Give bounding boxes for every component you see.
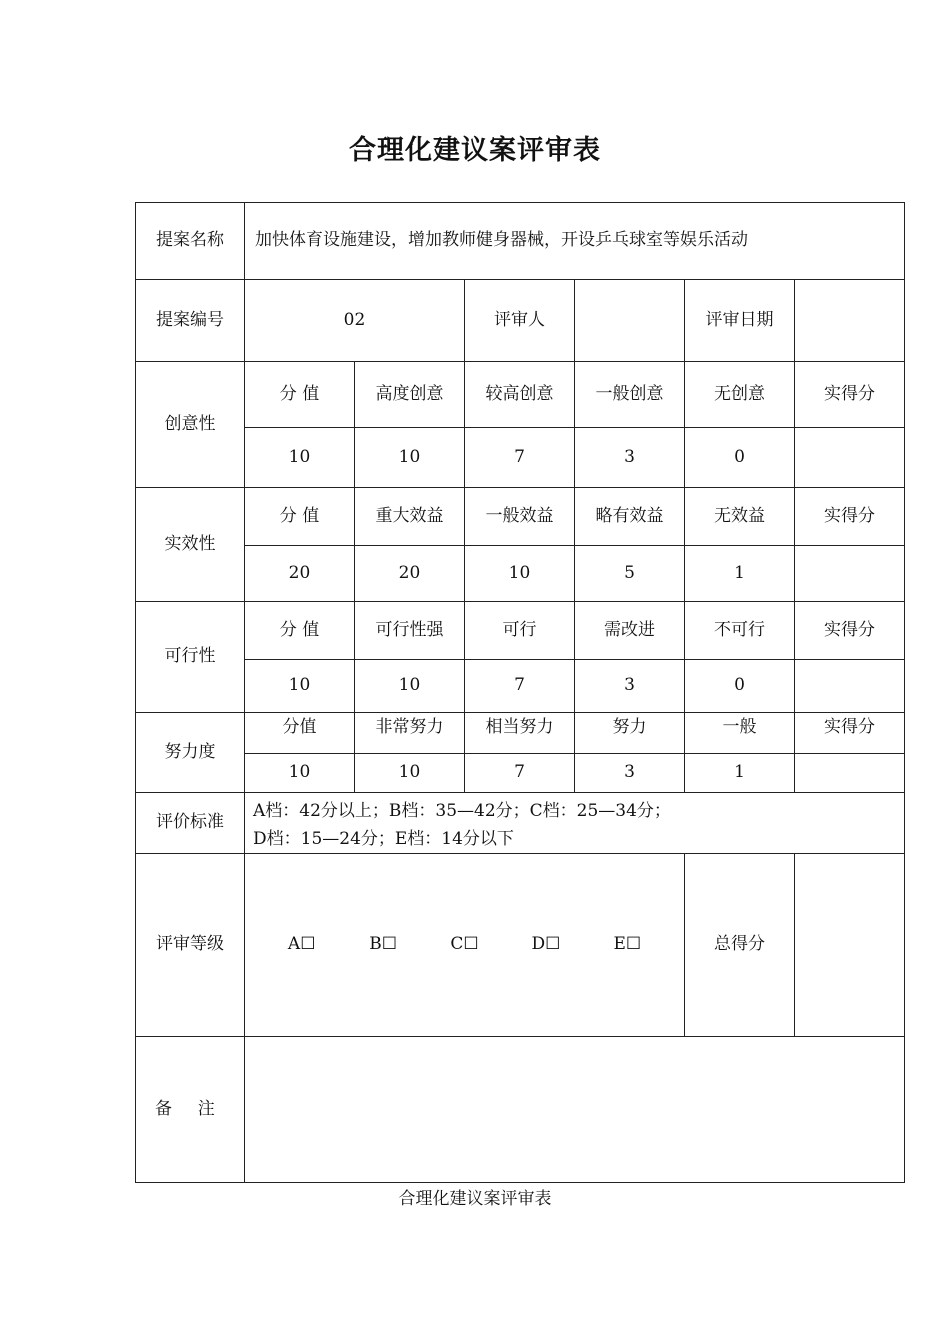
remarks-row <box>136 1037 905 1183</box>
level-value: 7 <box>465 754 575 793</box>
actual-score-field[interactable] <box>795 428 905 488</box>
creativity-header-row <box>136 362 905 428</box>
level-header: 可行性强 <box>355 602 465 660</box>
proposal-number-value[interactable]: 02 <box>245 280 465 362</box>
grade-a-checkbox[interactable]: A☐ <box>287 934 316 955</box>
review-date-field[interactable] <box>795 280 905 362</box>
actual-score-header: 实得分 <box>795 602 905 660</box>
level-header: 相当努力 <box>465 713 575 754</box>
score-header: 分 值 <box>245 362 355 428</box>
standard-row <box>136 793 905 854</box>
level-value: 7 <box>465 428 575 488</box>
page-title: 合理化建议案评审表 <box>349 135 601 166</box>
remarks-label: 备 注 <box>136 1037 245 1183</box>
actual-score-header: 实得分 <box>795 362 905 428</box>
total-score-field[interactable] <box>795 854 905 1037</box>
level-header: 略有效益 <box>575 488 685 546</box>
grade-checkbox-group <box>245 934 684 955</box>
score-value: 20 <box>245 546 355 602</box>
actual-score-header: 实得分 <box>795 713 905 754</box>
level-header: 不可行 <box>685 602 795 660</box>
standard-label: 评价标准 <box>136 793 245 854</box>
effectiveness-label: 实效性 <box>136 488 245 602</box>
level-header: 努力 <box>575 713 685 754</box>
grade-b-checkbox[interactable]: B☐ <box>369 934 397 955</box>
level-header: 高度创意 <box>355 362 465 428</box>
effectiveness-header-row <box>136 488 905 546</box>
proposal-name-row <box>136 203 905 280</box>
effectiveness-values-row <box>136 546 905 602</box>
grade-options <box>245 854 685 1037</box>
level-header: 一般 <box>685 713 795 754</box>
creativity-values-row <box>136 428 905 488</box>
level-header: 可行 <box>465 602 575 660</box>
standard-line-1: A档：42分以上；B档：35—42分；C档：25—34分； <box>253 801 671 821</box>
level-value: 0 <box>685 660 795 713</box>
score-value: 10 <box>245 660 355 713</box>
level-header: 一般效益 <box>465 488 575 546</box>
score-header: 分 值 <box>245 488 355 546</box>
reviewer-field[interactable] <box>575 280 685 362</box>
standard-cell <box>245 793 905 854</box>
proposal-name-label: 提案名称 <box>136 203 245 280</box>
level-header: 无创意 <box>685 362 795 428</box>
grade-row <box>136 854 905 1037</box>
level-value: 10 <box>355 660 465 713</box>
effort-header-row <box>136 713 905 754</box>
level-value: 1 <box>685 546 795 602</box>
grade-label: 评审等级 <box>136 854 245 1037</box>
level-value: 10 <box>355 754 465 793</box>
level-value: 5 <box>575 546 685 602</box>
score-value: 10 <box>245 754 355 793</box>
level-value: 1 <box>685 754 795 793</box>
level-header: 非常努力 <box>355 713 465 754</box>
level-header: 一般创意 <box>575 362 685 428</box>
level-header: 重大效益 <box>355 488 465 546</box>
grade-d-checkbox[interactable]: D☐ <box>531 934 561 955</box>
level-value: 20 <box>355 546 465 602</box>
level-value: 3 <box>575 660 685 713</box>
proposal-name-value[interactable]: 加快体育设施建设，增加教师健身器械，开设乒乓球室等娱乐活动 <box>245 203 905 280</box>
score-header: 分 值 <box>245 602 355 660</box>
remarks-field[interactable] <box>245 1037 905 1183</box>
standard-line-2: D档：15—24分；E档：14分以下 <box>253 829 514 849</box>
level-value: 10 <box>465 546 575 602</box>
feasibility-label: 可行性 <box>136 602 245 713</box>
level-header: 需改进 <box>575 602 685 660</box>
actual-score-field[interactable] <box>795 546 905 602</box>
score-value: 10 <box>245 428 355 488</box>
feasibility-values-row <box>136 660 905 713</box>
level-header: 较高创意 <box>465 362 575 428</box>
actual-score-field[interactable] <box>795 660 905 713</box>
level-value: 3 <box>575 754 685 793</box>
actual-score-header: 实得分 <box>795 488 905 546</box>
creativity-label: 创意性 <box>136 362 245 488</box>
level-value: 7 <box>465 660 575 713</box>
effort-values-row <box>136 754 905 793</box>
review-date-label: 评审日期 <box>685 280 795 362</box>
level-header: 无效益 <box>685 488 795 546</box>
proposal-number-label: 提案编号 <box>136 280 245 362</box>
level-value: 0 <box>685 428 795 488</box>
score-header: 分值 <box>245 713 355 754</box>
proposal-info-row <box>136 280 905 362</box>
actual-score-field[interactable] <box>795 754 905 793</box>
page-footer: 合理化建议案评审表 <box>398 1189 552 1209</box>
level-value: 3 <box>575 428 685 488</box>
grade-e-checkbox[interactable]: E☐ <box>613 934 642 955</box>
reviewer-label: 评审人 <box>465 280 575 362</box>
level-value: 10 <box>355 428 465 488</box>
effort-label: 努力度 <box>136 713 245 793</box>
feasibility-header-row <box>136 602 905 660</box>
review-form-table <box>135 202 905 1183</box>
total-score-label: 总得分 <box>685 854 795 1037</box>
grade-c-checkbox[interactable]: C☐ <box>450 934 479 955</box>
